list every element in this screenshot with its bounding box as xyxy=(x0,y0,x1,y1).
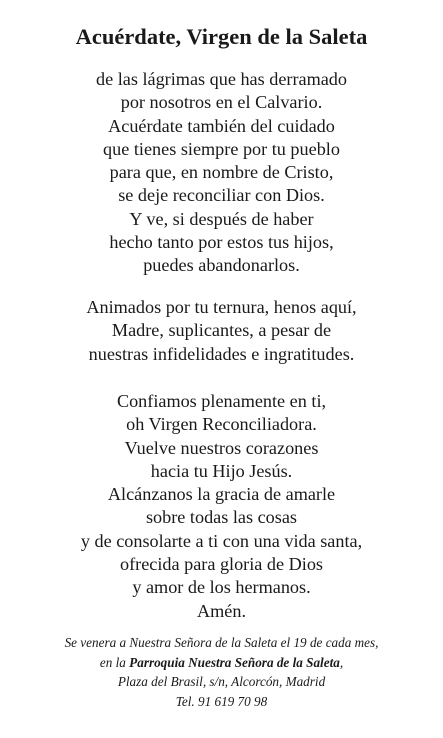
prayer-line: oh Virgen Reconciliadora. xyxy=(126,414,317,435)
prayer-line: de las lágrimas que has derramado xyxy=(96,69,347,89)
parish-phone: Tel. 91 619 70 98 xyxy=(175,693,268,709)
parish-address: Plaza del Brasil, s/n, Alcorcón, Madrid xyxy=(117,674,326,689)
footer-veneration-line: Se venera a Nuestra Señora de la Saleta el 19 de cada mes, xyxy=(64,635,379,650)
prayer-line: puedes abandonarlos. xyxy=(143,255,300,276)
parish-info xyxy=(0,633,443,711)
prayer-line: Acuérdate también del cuidado xyxy=(108,115,335,136)
footer-parish-prefix: en la xyxy=(99,654,130,670)
prayer-line: Animados por tu ternura, henos aquí, xyxy=(86,297,357,317)
prayer-line: se deje reconciliar con Dios. xyxy=(118,185,325,206)
prayer-line: Y ve, si después de haber xyxy=(129,208,314,229)
prayer-line: por nosotros en el Calvario. xyxy=(120,92,323,113)
prayer-line: nuestras infidelidades e ingratitudes. xyxy=(88,343,355,364)
prayer-stanza-1 xyxy=(0,68,443,278)
prayer-line: ofrecida para gloria de Dios xyxy=(119,554,323,575)
prayer-line: y amor de los hermanos. xyxy=(132,577,311,598)
prayer-stanza-2 xyxy=(0,296,443,366)
prayer-line: Alcánzanos la gracia de amarle xyxy=(107,484,336,505)
parish-name: Parroquia Nuestra Señora de la Saleta xyxy=(129,654,340,670)
prayer-line: hecho tanto por estos tus hijos, xyxy=(109,232,334,253)
prayer-line: y de consolarte a ti con una vida santa, xyxy=(80,530,363,551)
prayer-line: sobre todas las cosas xyxy=(145,507,298,528)
prayer-line: hacia tu Hijo Jesús. xyxy=(150,460,293,481)
footer-parish-line xyxy=(0,653,443,673)
prayer-title: Acuérdate, Virgen de la Saleta xyxy=(75,24,368,49)
footer-parish-suffix: , xyxy=(339,654,344,670)
prayer-line: Confiamos plenamente en ti, xyxy=(116,391,327,411)
prayer-line: para que, en nombre de Cristo, xyxy=(109,162,334,183)
prayer-line: Amén. xyxy=(197,600,246,621)
prayer-line: Madre, suplicantes, a pesar de xyxy=(111,320,332,341)
prayer-line: Vuelve nuestros corazones xyxy=(124,437,319,458)
prayer-stanza-3 xyxy=(0,390,443,623)
prayer-line: que tienes siempre por tu pueblo xyxy=(103,138,340,159)
